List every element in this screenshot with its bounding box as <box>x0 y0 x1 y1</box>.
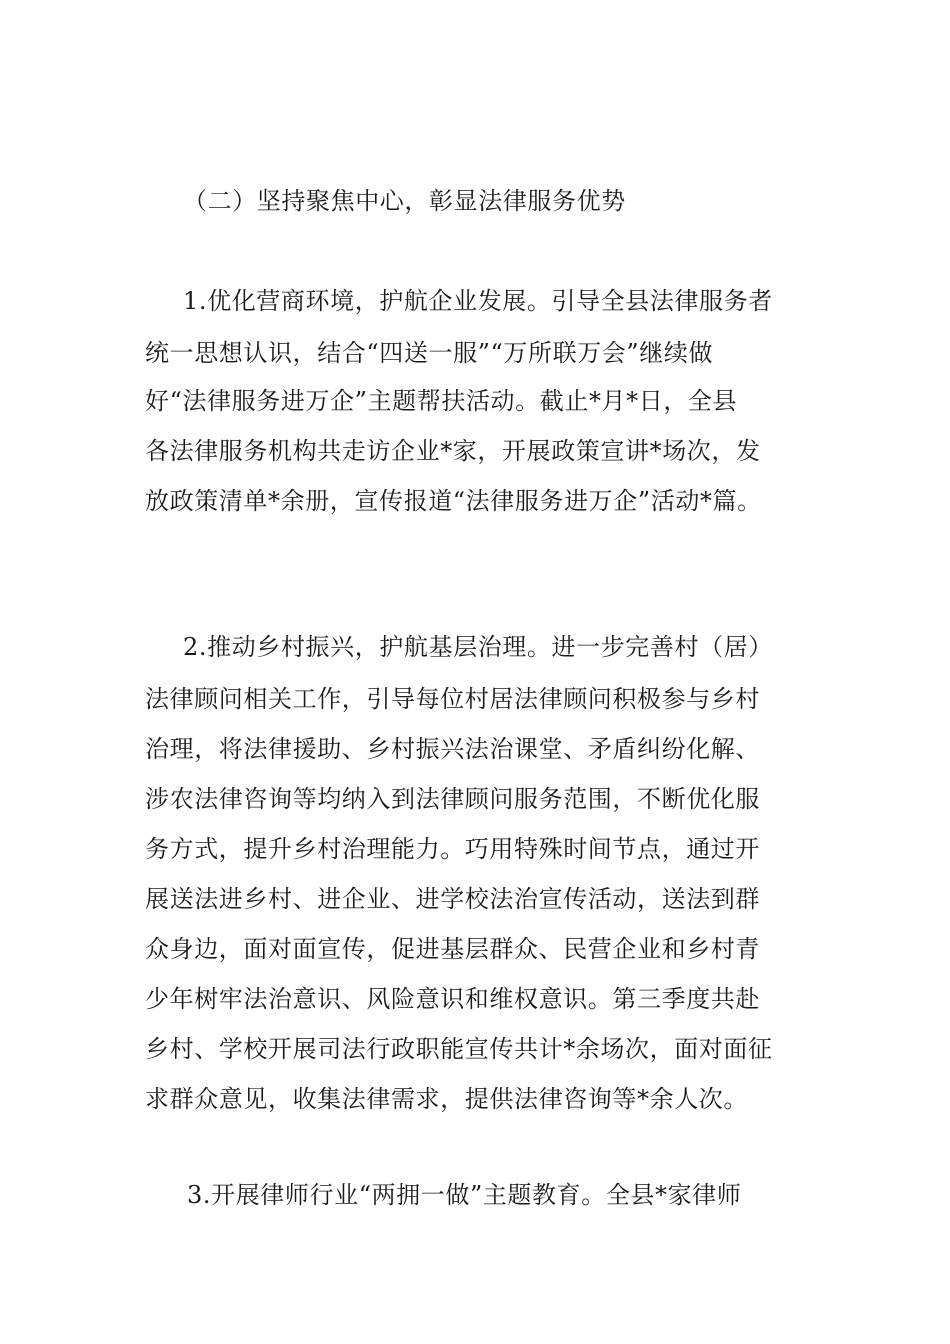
paragraph-1-line: 放政策清单*余册，宣传报道“法律服务进万企”活动*篇。 <box>145 487 762 515</box>
paragraph-2-line: 2.推动乡村振兴，护航基层治理。进一步完善村（居） <box>183 633 773 661</box>
paragraph-1-line: 1.优化营商环境，护航企业发展。引导全县法律服务者 <box>183 287 773 315</box>
paragraph-2-line: 法律顾问相关工作，引导每位村居法律顾问积极参与乡村 <box>145 685 760 713</box>
paragraph-2-line: 求群众意见，收集法律需求，提供法律咨询等*余人次。 <box>145 1085 748 1113</box>
paragraph-2-line: 涉农法律咨询等均纳入到法律顾问服务范围，不断优化服 <box>145 785 760 813</box>
paragraph-2-line: 少年树牢法治意识、风险意识和维权意识。第三季度共赴 <box>145 985 760 1013</box>
section-heading: （二）坚持聚焦中心，彰显法律服务优势 <box>183 187 626 215</box>
paragraph-2-line: 展送法进乡村、进企业、进学校法治宣传活动，送法到群 <box>145 885 760 913</box>
paragraph-2-line: 乡村、学校开展司法行政职能宣传共计*余场次，面对面征 <box>145 1035 773 1063</box>
paragraph-1-line: 好“法律服务进万企”主题帮扶活动。截止*月*日，全县 <box>145 387 738 415</box>
paragraph-3-line: 3.开展律师行业“两拥一做”主题教育。全县*家律师 <box>187 1181 742 1209</box>
paragraph-1-line: 各法律服务机构共走访企业*家，开展政策宣讲*场次，发 <box>145 437 761 465</box>
paragraph-2-line: 治理，将法律援助、乡村振兴法治课堂、矛盾纠纷化解、 <box>145 735 760 763</box>
paragraph-1-line: 统一思想认识，结合“四送一服”“万所联万会”继续做 <box>145 339 714 367</box>
paragraph-2-line: 务方式，提升乡村治理能力。巧用特殊时间节点，通过开 <box>145 835 760 863</box>
paragraph-2-line: 众身边，面对面宣传，促进基层群众、民营企业和乡村青 <box>145 935 760 963</box>
